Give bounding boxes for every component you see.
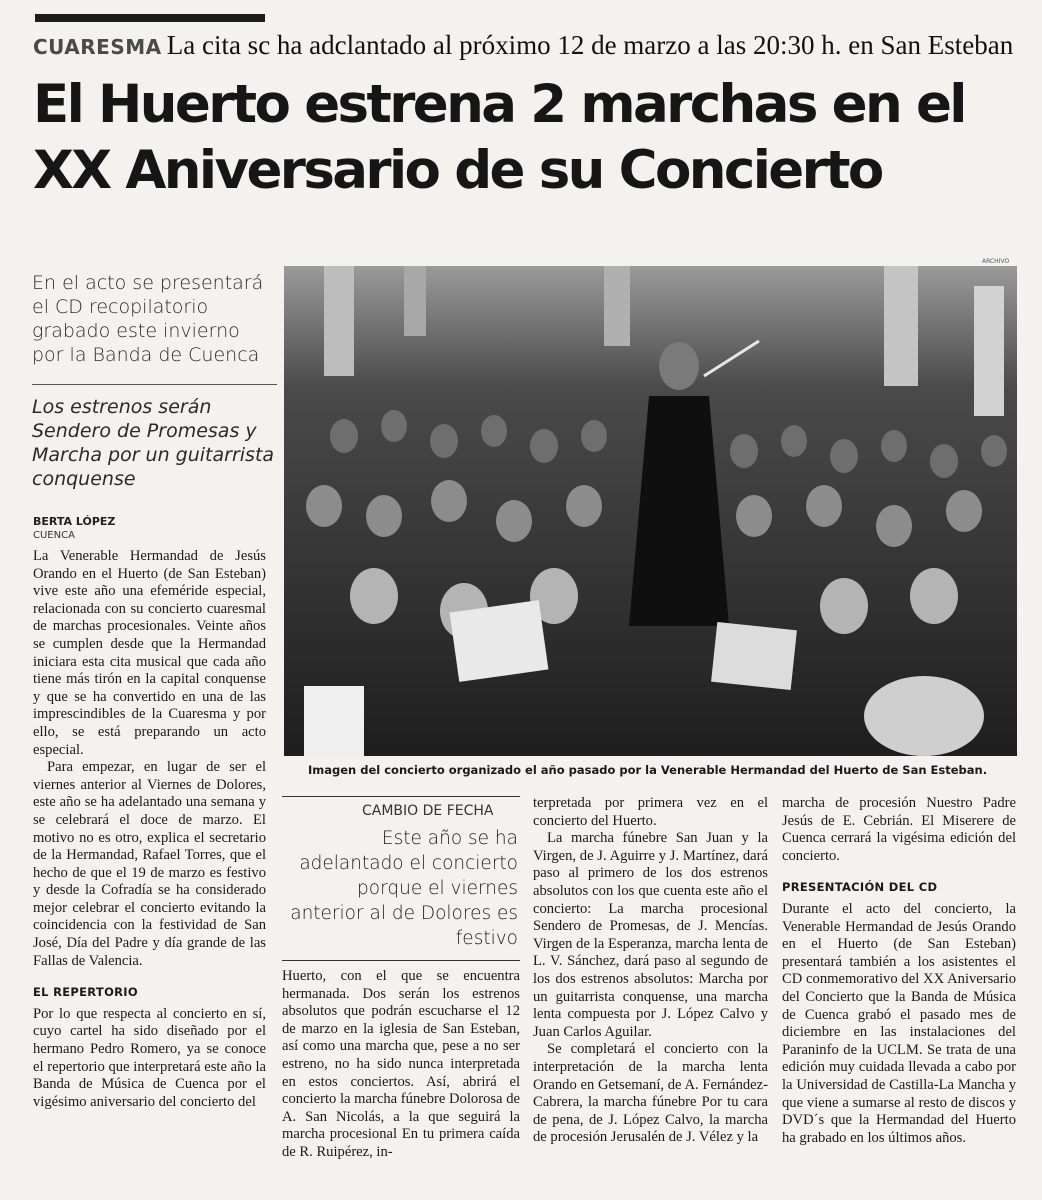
headline-line-1: El Huerto estrena 2 marchas en el bbox=[33, 74, 965, 135]
photo-credit: ARCHIVO bbox=[982, 258, 1010, 265]
subhead-repertorio: EL REPERTORIO bbox=[33, 985, 138, 1000]
body-column-1 bbox=[33, 548, 266, 1111]
paragraph: Se completará el concierto con la interpretación de la marcha lenta Orando en Getsemaní, de A. Fernández-Cabrera, la marcha fúnebre Por tu cara de pena, de J. López Calvo, la marcha de procesión Jerusalén de J. Vélez y la bbox=[533, 1041, 768, 1146]
photo-caption: Imagen del concierto organizado el año pasado por la Venerable Hermandad del Huerto de San Esteban. bbox=[308, 763, 988, 777]
section-rule bbox=[35, 14, 265, 22]
paragraph: Durante el acto del concierto, la Venerable Hermandad de Jesús Orando en el Huerto (de San Esteban) presentará también a los asistentes el CD conmemorativo del XX Aniversario del Concierto que la Banda de Música de Cuenca grabó el pasado mes de diciembre en las instalaciones del Paraninfo de la UCLM. Se trata de una edición muy cuidada llevada a cabo por la Universidad de Castilla-La Mancha y que viene a sumarse al resto de discos y DVD´s que la Hermandad del Huerto ha grabado en los últimos años. bbox=[782, 900, 1016, 1146]
headline-line-2: XX Aniversario de su Concierto bbox=[33, 140, 882, 201]
box-top-rule bbox=[282, 796, 520, 797]
byline-location: CUENCA bbox=[33, 530, 75, 541]
deck-first: En el acto se presentará el CD recopilatorio grabado este invierno por la Banda de Cuenca bbox=[32, 272, 264, 366]
paragraph: La Venerable Hermandad de Jesús Orando en el Huerto (de San Esteban) vive este año una efeméride especial, relacionada con su concierto cuaresmal de marchas procesionales. Veinte años se cumplen desde que la Hermandad iniciara esta cita musical que cada año tiene más tirón en la capital conquense y que se ha convertido en una de las imprescindibles de la Cuaresma y por ello, se está preparando un acto especial. bbox=[33, 548, 266, 758]
paragraph: Huerto, con el que se encuentra hermanada. Dos serán los estrenos absolutos que podrán escucharse el 12 de marzo en la iglesia de San Esteban, así como una marcha que, pese a no ser estreno, no ha sido nunca interpretada en estos conciertos. Así, abrirá el concierto la marcha fúnebre Dolorosa de A. San Nicolás, a la que seguirá la marcha procesional En tu primera caída de R. Ruipérez, in- bbox=[282, 968, 520, 1160]
kicker-text: La cita sc ha adclantado al próximo 12 de marzo a las 20:30 h. en San Esteban bbox=[166, 30, 1014, 60]
paragraph: marcha de procesión Nuestro Padre Jesús de E. Cebrián. El Miserere de Cuenca cerrará la vigésima edición del concierto. bbox=[782, 795, 1016, 864]
subhead-presentacion-cd: PRESENTACIÓN DEL CD bbox=[782, 880, 938, 895]
section-label: CUARESMA bbox=[33, 35, 162, 59]
box-highlight: Este año se ha adelantado el concierto porque el viernes anterior al de Dolores es festivo bbox=[290, 828, 518, 949]
concert-photo bbox=[284, 266, 1017, 756]
body-column-2 bbox=[282, 968, 520, 1162]
deck-second: Los estrenos serán Sendero de Promesas y Marcha por un guitarrista conquense bbox=[32, 396, 275, 490]
paragraph: Para empezar, en lugar de ser el viernes anterior al Viernes de Dolores, este año se ha adelantado una semana y se celebrará el doce de marzo. El motivo no es otro, explica el secretario de la Hermandad, Rafael Torres, que el hecho de que el 19 de marzo es festivo y desde la Cofradía se ha considerado mejor celebrar el concierto evitando la coincidencia con la festividad de San José, Día del Padre y día grande de las Fallas de Valencia. bbox=[33, 759, 266, 969]
concert-photo-image bbox=[284, 266, 1017, 756]
body-column-4 bbox=[782, 795, 1016, 1147]
box-label: CAMBIO DE FECHA bbox=[362, 803, 494, 819]
paragraph: terpretada por primera vez en el concierto del Huerto. bbox=[533, 795, 768, 829]
body-column-3 bbox=[533, 795, 768, 1147]
paragraph: Por lo que respecta al concierto en sí, cuyo cartel ha sido diseñado por el hermano Pedro Romero, ya se conoce el repertorio que interpretará este año la Banda de Música de Cuenca por el vigésimo aniversario del concierto del bbox=[33, 1005, 266, 1110]
headline bbox=[33, 72, 1033, 204]
paragraph: La marcha fúnebre San Juan y la Virgen, de J. Aguirre y J. Martínez, dará paso al primero de los dos estrenos absolutos con los que cuenta este año el concierto: La marcha procesional Sendero de Promesas, de J. Mencías. Virgen de la Esperanza, marcha lenta de L. V. Sánchez, dará paso al segundo de los dos estrenos absolutos: Marcha por un guitarrista conquense, una marcha lenta compuesta por J. López Calvo y Juan Carlos Aguilar. bbox=[533, 830, 768, 1040]
kicker-line bbox=[33, 30, 1033, 64]
box-bottom-rule bbox=[282, 960, 520, 961]
deck-divider bbox=[32, 384, 277, 385]
byline-author: BERTA LÓPEZ bbox=[33, 515, 116, 528]
